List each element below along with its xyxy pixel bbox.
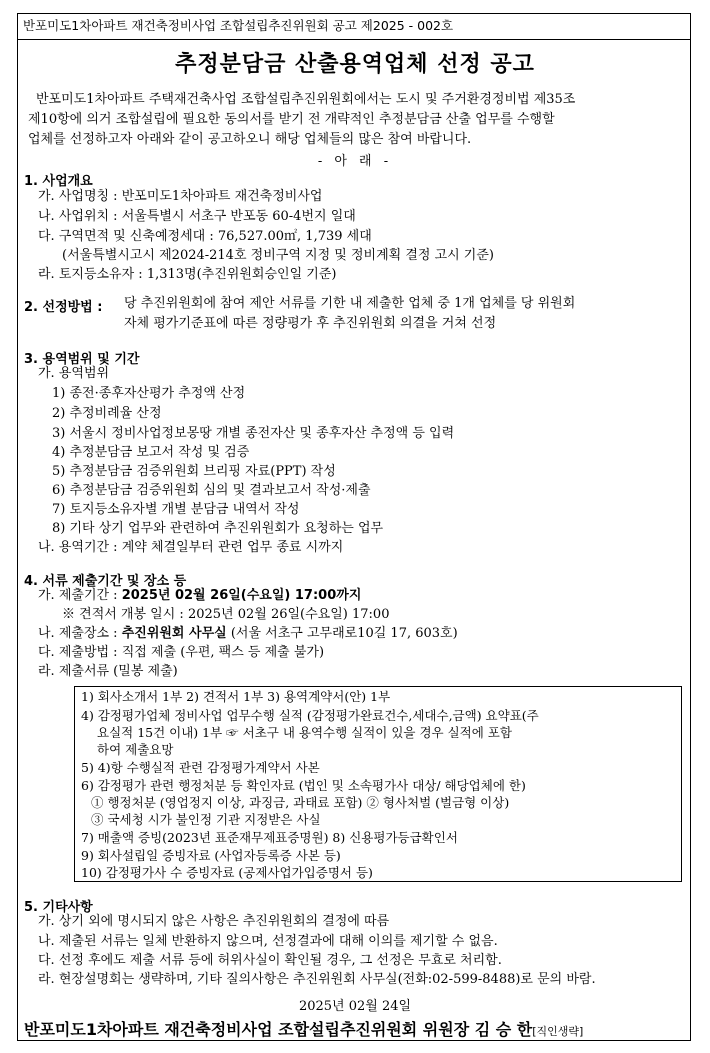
s3-item: 8) 기타 상기 업무와 관련하여 추진위원회가 요청하는 업무	[52, 521, 384, 536]
doc-line: 10) 감정평가사 수 증빙자료 (공제사업가입증명서 등)	[81, 865, 373, 880]
s3-item: 2) 추정비례율 산정	[52, 406, 162, 421]
s3-item: 6) 추정분담금 검증위원회 심의 및 결과보고서 작성·제출	[52, 483, 371, 498]
intro-line: 반포미도1차아파트 주택재건축사업 조합설립추진위원회에서는 도시 및 주거환경정비법 제35조	[36, 92, 576, 107]
section-1-title: 1. 사업개요	[24, 174, 93, 189]
section-5-title: 5. 기타사항	[24, 900, 93, 915]
s3-item: 5) 추정분담금 검증위원회 브리핑 자료(PPT) 작성	[52, 464, 336, 479]
doc-line: ① 행정처분 (영업정지 이상, 과징금, 과태료 포함) ② 형사처벌 (벌금형 이상)	[91, 795, 510, 810]
s1-location: 나. 사업위치 : 서울특별시 서초구 반포동 60-4번지 일대	[38, 209, 356, 224]
section-2-title: 2. 선정방법 :	[24, 300, 103, 315]
doc-line: 요실적 15건 이내) 1부 ☞ 서초구 내 용역수행 실적이 있을 경우 실적에 포함	[97, 725, 512, 740]
doc-line: 6) 감정평가 관련 행정처분 등 확인자료 (법인 및 소속평가사 대상/ 해당업체에 한)	[81, 778, 526, 793]
s4-period: 가. 제출기간 : 2025년 02월 26일(수요일) 17:00까지	[38, 588, 362, 603]
notice-number: 반포미도1차아파트 재건축정비사업 조합설립추진위원회 공고 제2025 - 002호	[17, 13, 691, 40]
s1-area: 다. 구역면적 및 신축예정세대 : 76,527.00㎡, 1,739 세대	[38, 229, 372, 244]
doc-line: 1) 회사소개서 1부 2) 견적서 1부 3) 용역계약서(안) 1부	[81, 689, 391, 704]
doc-line: ③ 국세청 시가 불인정 기관 지정받은 사실	[91, 812, 321, 827]
s4-open-note: ※ 견적서 개봉 일시 : 2025년 02월 26일(수요일) 17:00	[62, 607, 390, 622]
doc-line: 7) 매출액 증빙(2023년 표준재무제표증명원) 8) 신용평가등급확인서	[81, 830, 458, 845]
notice-date: 2025년 02월 24일	[298, 999, 412, 1014]
s1-area-note: (서울특별시고시 제2024-214호 정비구역 지정 및 정비계획 결정 고시 기준)	[62, 248, 495, 263]
doc-line: 5) 4)항 수행실적 관련 감정평가계약서 사본	[81, 760, 320, 775]
s5-line: 나. 제출된 서류는 일체 반환하지 않으며, 선정결과에 대해 이의를 제기할 수 없음.	[38, 934, 498, 949]
below-heading: - 아 래 -	[317, 154, 393, 169]
s5-line: 가. 상기 외에 명시되지 않은 사항은 추진위원회의 결정에 따름	[38, 914, 390, 929]
s3-scope: 가. 용역범위	[38, 366, 110, 381]
s4-docs-heading: 라. 제출서류 (밀봉 제출)	[38, 664, 178, 679]
s1-owners: 라. 토지등소유자 : 1,313명(추진위원회승인일 기준)	[38, 267, 337, 282]
s5-line: 라. 현장설명회는 생략하며, 기타 질의사항은 추진위원회 사무실(전화:02-599-8488)로 문의 바람.	[38, 972, 596, 987]
s4-method: 다. 제출방법 : 직접 제출 (우편, 팩스 등 제출 불가)	[38, 645, 325, 660]
s3-item: 7) 토지등소유자별 개별 분담금 내역서 작성	[52, 502, 300, 517]
seal-omitted: [직인생략]	[532, 1025, 584, 1038]
section-3-title: 3. 용역범위 및 기간	[24, 352, 140, 367]
intro-line: 제10항에 의거 조합설립에 필요한 동의서를 받기 전 개략적인 추정분담금 산출 업무를 수행할	[28, 112, 555, 127]
s2-line: 자체 평가기준표에 따른 정량평가 후 추진위원회 의결을 거쳐 선정	[124, 316, 497, 331]
intro-paragraph	[28, 90, 688, 150]
signature: 반포미도1차아파트 재건축정비사업 조합설립추진위원회 위원장 김 승 한[직인생략]	[24, 1020, 584, 1039]
page-title: 추정분담금 산출용역업체 선정 공고	[175, 52, 535, 77]
section-4-title: 4. 서류 제출기간 및 장소 등	[24, 574, 187, 589]
doc-line: 4) 감정평가업체 정비사업 업무수행 실적 (감정평가완료건수,세대수,금액) 요약표(주	[81, 708, 539, 723]
s5-line: 다. 선정 후에도 제출 서류 등에 허위사실이 확인될 경우, 그 선정은 무효로 처리함.	[38, 953, 502, 968]
s1-name: 가. 사업명칭 : 반포미도1차아파트 재건축정비사업	[38, 189, 323, 204]
doc-line: 9) 회사설립일 증빙자료 (사업자등록증 사본 등)	[81, 848, 341, 863]
intro-line: 업체를 선정하고자 아래와 같이 공고하오니 해당 업체들의 많은 참여 바랍니다.	[28, 132, 472, 147]
s2-line: 당 추진위원회에 참여 제안 서류를 기한 내 제출한 업체 중 1개 업체를 당 위원회	[124, 296, 576, 311]
s3-period: 나. 용역기간 : 계약 체결일부터 관련 업무 종료 시까지	[38, 540, 344, 555]
s4-place: 나. 제출장소 : 추진위원회 사무실 (서울 서초구 고무래로10길 17, 603호)	[38, 626, 458, 641]
s3-item: 4) 추정분담금 보고서 작성 및 검증	[52, 445, 250, 460]
doc-line: 하여 제출요망	[97, 742, 174, 757]
s3-item: 3) 서울시 정비사업정보몽땅 개별 종전자산 및 종후자산 추정액 등 입력	[52, 426, 455, 441]
s3-item: 1) 종전·종후자산평가 추정액 산정	[52, 386, 246, 401]
documents-box	[74, 686, 682, 882]
